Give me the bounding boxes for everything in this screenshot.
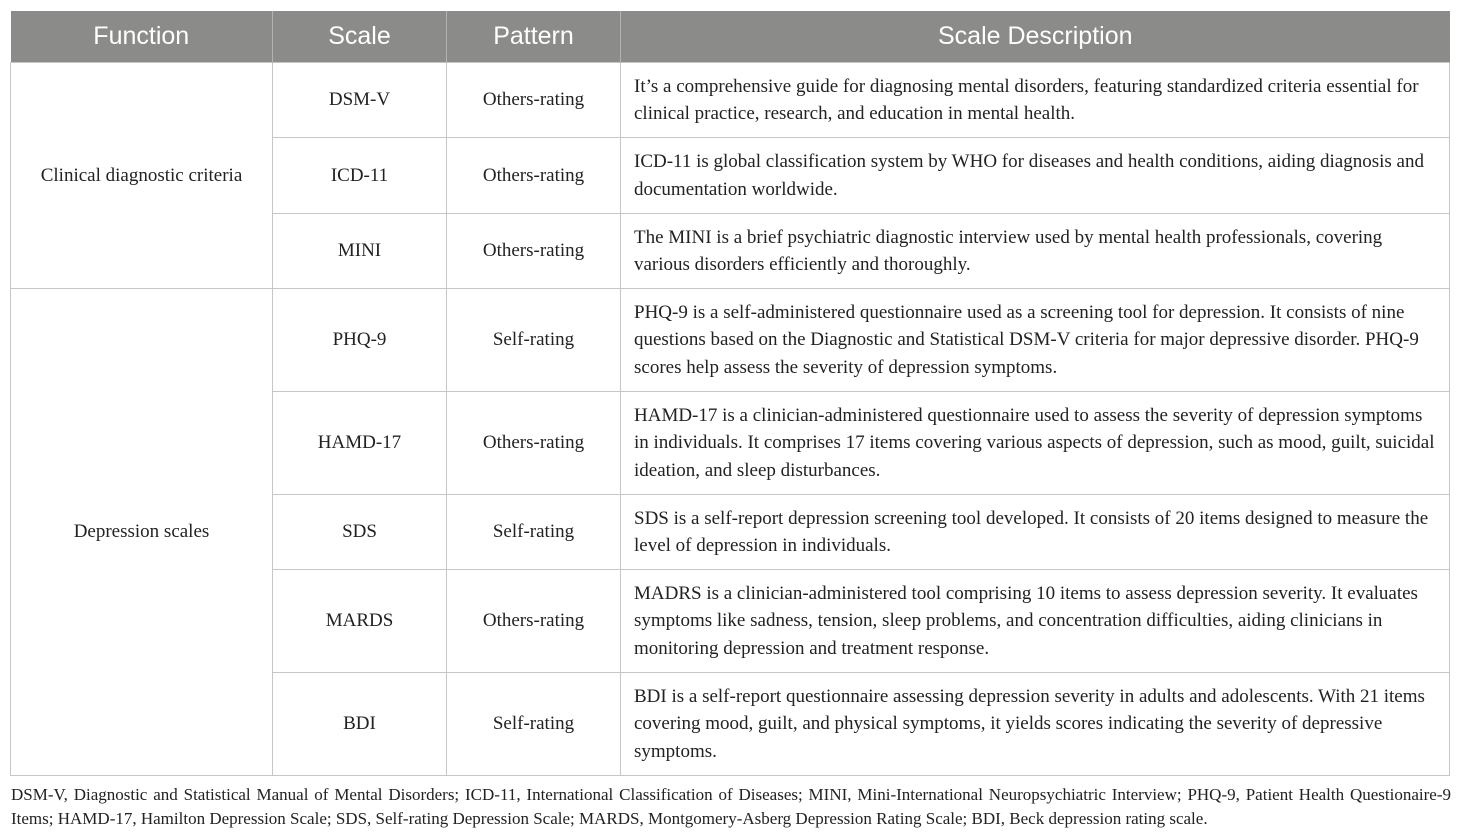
- scales-table-container: [10, 11, 1449, 776]
- scale-cell: PHQ-9: [273, 289, 447, 392]
- header-scale-description: Scale Description: [621, 11, 1450, 63]
- header-pattern: Pattern: [447, 11, 621, 63]
- function-cell: Depression scales: [11, 289, 273, 776]
- header-function: Function: [11, 11, 273, 63]
- pattern-cell: Self-rating: [447, 289, 621, 392]
- pattern-cell: Others-rating: [447, 214, 621, 289]
- table-footnote: DSM-V, Diagnostic and Statistical Manual of Mental Disorders; ICD-11, International Classification of Diseases; MINI, Mini-International Neuropsychiatric Interview; PHQ-9, Patient Health Questionaire-9 Items; HAMD-17, Hamilton Depression Scale; SDS, Self-rating Depression Scale; MARDS, Montgomery-Asberg Depression Rating Scale; BDI, Beck depression rating scale.: [11, 785, 1451, 828]
- pattern-cell: Others-rating: [447, 138, 621, 214]
- description-cell: MADRS is a clinician-administered tool comprising 10 items to assess depression severity. It evaluates symptoms like sadness, tension, sleep problems, and concentration difficulties, aiding clinicians in monitoring depression and treatment response.: [621, 570, 1450, 673]
- description-cell: PHQ-9 is a self-administered questionnaire used as a screening tool for depression. It consists of nine questions based on the Diagnostic and Statistical DSM-V criteria for major depressive disorder. PHQ-9 scores help assess the severity of depression symptoms.: [621, 289, 1450, 392]
- description-cell: ICD-11 is global classification system by WHO for diseases and health conditions, aiding diagnosis and documentation worldwide.: [621, 138, 1450, 214]
- scale-cell: DSM-V: [273, 63, 447, 138]
- pattern-cell: Others-rating: [447, 63, 621, 138]
- description-cell: It’s a comprehensive guide for diagnosing mental disorders, featuring standardized criteria essential for clinical practice, research, and education in mental health.: [621, 63, 1450, 138]
- scale-cell: BDI: [273, 673, 447, 776]
- pattern-cell: Self-rating: [447, 495, 621, 570]
- description-cell: BDI is a self-report questionnaire assessing depression severity in adults and adolescents. With 21 items covering mood, guilt, and physical symptoms, it yields scores indicating the severity of depressive symptoms.: [621, 673, 1450, 776]
- header-scale: Scale: [273, 11, 447, 63]
- pattern-cell: Others-rating: [447, 392, 621, 495]
- description-cell: The MINI is a brief psychiatric diagnostic interview used by mental health professionals, covering various disorders efficiently and thoroughly.: [621, 214, 1450, 289]
- scale-cell: MINI: [273, 214, 447, 289]
- description-cell: HAMD-17 is a clinician-administered questionnaire used to assess the severity of depression symptoms in individuals. It comprises 17 items covering various aspects of depression, such as mood, guilt, suicidal ideation, and sleep disturbances.: [621, 392, 1450, 495]
- function-cell: Clinical diagnostic criteria: [11, 63, 273, 289]
- scales-table: [10, 11, 1450, 776]
- table-row: [11, 289, 1450, 392]
- header-row: [11, 11, 1450, 63]
- table-row: [11, 63, 1450, 138]
- scale-cell: MARDS: [273, 570, 447, 673]
- scale-cell: ICD-11: [273, 138, 447, 214]
- description-cell: SDS is a self-report depression screening tool developed. It consists of 20 items designed to measure the level of depression in individuals.: [621, 495, 1450, 570]
- pattern-cell: Others-rating: [447, 570, 621, 673]
- scale-cell: HAMD-17: [273, 392, 447, 495]
- pattern-cell: Self-rating: [447, 673, 621, 776]
- scale-cell: SDS: [273, 495, 447, 570]
